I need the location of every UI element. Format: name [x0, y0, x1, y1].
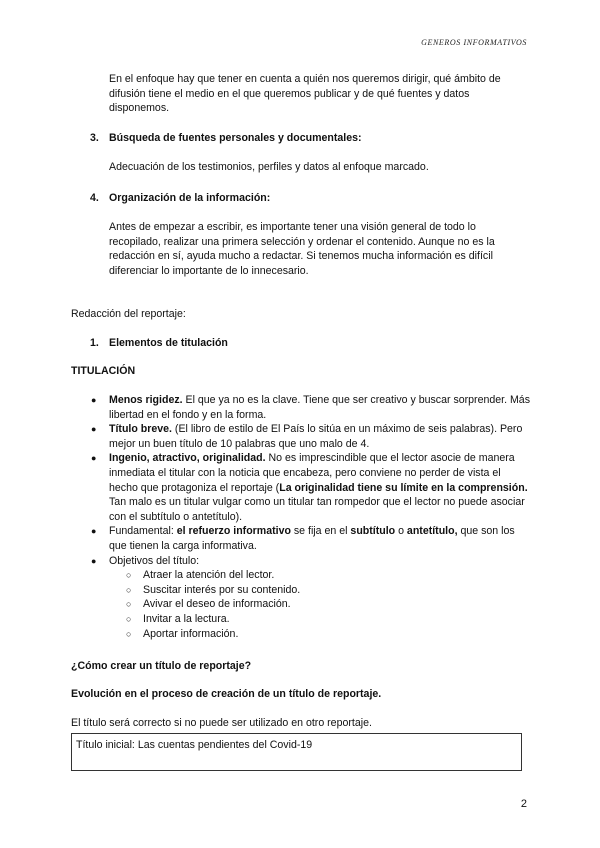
bullet-4-text-2: se fija en el: [290, 525, 351, 538]
objective-item: [91, 597, 531, 612]
step-3-title: Búsqueda de fuentes personales y documentales:: [109, 132, 362, 144]
step-3-text: Adecuación de los testimonios, perfiles y datos al enfoque marcado.: [109, 161, 429, 173]
bullet-ingenio: [91, 451, 531, 524]
step-4-heading: [90, 191, 270, 206]
bullet-dot-icon: ●: [91, 424, 97, 435]
rule-text: El título será correcto si no puede ser utilizado en otro reportaje.: [71, 717, 372, 729]
intro-paragraph: En el enfoque hay que tener en cuenta a quién nos queremos dirigir, qué ámbito de difusión tiene el medio en el que queremos publicar y de qué fuentes y datos disponemos.: [109, 73, 501, 115]
elements-heading: [90, 336, 228, 351]
running-header: GENEROS INFORMATIVOS: [421, 38, 527, 47]
redaccion-label: Redacción del reportaje:: [71, 308, 186, 320]
objective-text: Invitar a la lectura.: [143, 612, 230, 625]
bullet-4-bold-3: antetítulo,: [406, 525, 458, 538]
elements-number: 1.: [90, 337, 99, 349]
objective-item: [91, 612, 531, 627]
question-heading: ¿Cómo crear un título de reportaje?: [71, 660, 252, 672]
objective-item: [91, 568, 531, 583]
bullet-dot-icon: ●: [91, 526, 97, 537]
objective-text: Suscitar interés por su contenido.: [143, 583, 301, 596]
title-box-text: Título inicial: Las cuentas pendientes del Covid-19: [76, 739, 313, 751]
step-4-title: Organización de la información:: [109, 192, 271, 204]
bullet-dot-icon: ●: [91, 395, 97, 405]
bullet-menos-rigidez: [91, 393, 531, 422]
titulacion-heading: TITULACIÓN: [71, 365, 136, 377]
bullet-2-text: (El libro de estilo de El País lo sitúa en un máximo de seis palabras). Pero mejor un buen título de 10 palabras que uno malo de 4.: [109, 423, 523, 450]
objective-text: Atraer la atención del lector.: [143, 569, 275, 582]
objective-text: Avivar el deseo de información.: [143, 598, 291, 611]
page-number: 2: [520, 798, 527, 810]
bullet-1-text: El que ya no es la clave. Tiene que ser creativo y buscar sorprender. Más libertad en el fondo y en la forma.: [109, 394, 530, 421]
bullet-1-bold: Menos rigidez.: [109, 394, 183, 406]
objective-text: Aportar información.: [143, 627, 239, 640]
bullet-objetivos: [91, 554, 531, 569]
bullet-4-text: Fundamental:: [109, 525, 177, 538]
step-3-number: 3.: [90, 132, 99, 144]
step-3-heading: [90, 131, 362, 146]
sub-bullet-circle-icon: ○: [126, 599, 132, 610]
bullet-4-text-4: que son los que tienen la carga informativa.: [109, 525, 515, 552]
objective-item: [91, 627, 531, 642]
bullet-dot-icon: ●: [91, 453, 97, 464]
step-4-number: 4.: [90, 192, 99, 204]
bullet-3-bold: Ingenio, atractivo, originalidad.: [109, 452, 266, 465]
bullet-dot-icon: ●: [91, 555, 97, 566]
title-box: [71, 733, 522, 771]
bullet-4-text-3: o: [395, 525, 407, 538]
bullet-titulo-breve: [91, 422, 531, 451]
step-4-text: Antes de empezar a escribir, es importante tener una visión general de todo lo recopilado, realizar una primera selección y ordenar el contenido. Aunque no es la redacción en sí, ayuda mucho a redactar. Si tenemos mucha información es difícil diferenciar lo importante de lo innecesario.: [109, 221, 495, 277]
bullet-2-bold: Título breve.: [109, 423, 172, 436]
bullet-fundamental: [91, 524, 531, 553]
evolution-heading: Evolución en el proceso de creación de un título de reportaje.: [71, 688, 382, 700]
titulacion-bullet-list: [91, 393, 531, 641]
bullet-4-bold-2: subtítulo: [350, 525, 396, 538]
bullet-3-text-2: Tan malo es un titular vulgar como un titular tan rompedor que el lector no puede asociar con el subtítulo o antetítulo).: [109, 496, 525, 523]
sub-bullet-circle-icon: ○: [126, 613, 132, 624]
bullet-3-bold-2: La originalidad tiene su límite en la comprensión.: [279, 481, 528, 494]
sub-bullet-circle-icon: ○: [126, 628, 132, 639]
bullet-4-bold: el refuerzo informativo: [176, 525, 291, 538]
bullet-3-text: No es imprescindible que el lector asocie de manera inmediata el titular con la noticia que encabeza, pero conviene no perder de vista el hecho que protagoniza el reportaje (: [109, 452, 515, 494]
objective-item: [91, 583, 531, 598]
sub-bullet-circle-icon: ○: [126, 570, 132, 581]
bullet-5-text: Objetivos del título:: [109, 554, 200, 567]
sub-bullet-circle-icon: ○: [126, 584, 132, 595]
elements-title: Elementos de titulación: [109, 337, 228, 349]
